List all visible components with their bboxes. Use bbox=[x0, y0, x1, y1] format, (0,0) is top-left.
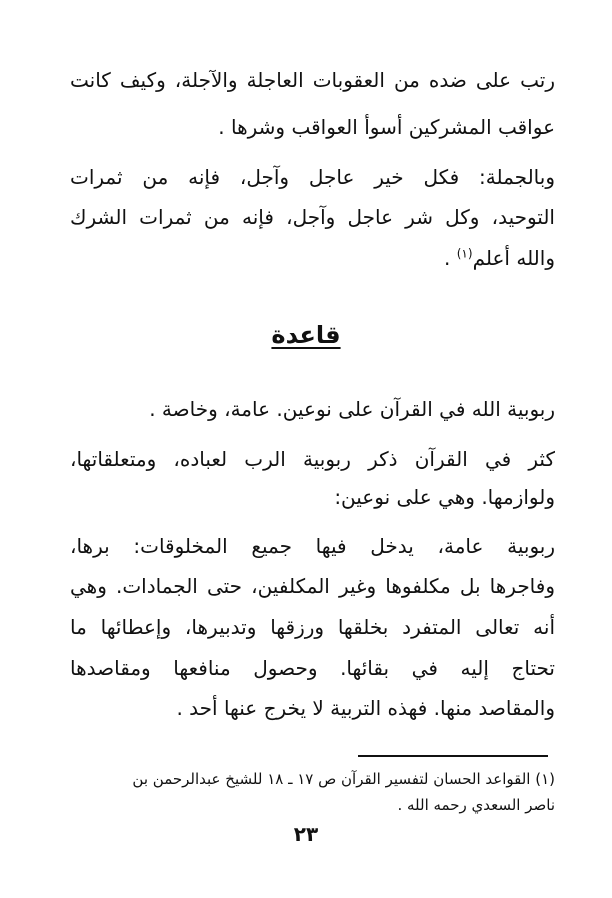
text-fragment: والله أعلم bbox=[472, 246, 555, 270]
footnote-reference: (١) bbox=[456, 246, 473, 261]
page-number: ٢٣ bbox=[293, 822, 319, 846]
text-line: أنه تعالى المتفرد بخلقها ورزقها وتدبيرها، وإعطائها ما bbox=[70, 615, 555, 639]
text-line: وفاجرها بل مكلفوها وغير المكلفين، حتى الجمادات. وهي bbox=[70, 574, 555, 598]
footnote-separator bbox=[358, 755, 548, 757]
text-line: ولوازمها. وهي على نوعين: bbox=[334, 485, 555, 509]
text-line: عواقب المشركين أسوأ العواقب وشرها . bbox=[218, 115, 555, 139]
text-line: رتب على ضده من العقوبات العاجلة والآجلة، وكيف كانت bbox=[70, 68, 555, 92]
footnote-line: ناصر السعدي رحمه الله . bbox=[397, 796, 555, 814]
text-line: والمقاصد منها. فهذه التربية لا يخرج عنها أحد . bbox=[176, 696, 555, 720]
text-line: وبالجملة: فكل خير عاجل وآجل، فإنه من ثمرات bbox=[70, 165, 555, 189]
text-line: التوحيد، وكل شر عاجل وآجل، فإنه من ثمرات الشرك bbox=[70, 205, 555, 229]
section-heading-text: قاعدة bbox=[271, 321, 341, 349]
footnote-line: (١) القواعد الحسان لتفسير القرآن ص ١٧ ـ ١٨ للشيخ عبدالرحمن بن bbox=[132, 770, 555, 788]
text-line: ربوبية الله في القرآن على نوعين. عامة، وخاصة . bbox=[149, 397, 555, 421]
text-line: تحتاج إليه في بقائها. وحصول منافعها ومقاصدها bbox=[70, 656, 555, 680]
text-line: كثر في القرآن ذكر ربوبية الرب لعباده، ومتعلقاتها، bbox=[70, 447, 555, 471]
text-line: ربوبية عامة، يدخل فيها جميع المخلوقات: برها، bbox=[70, 534, 555, 558]
section-heading bbox=[0, 318, 612, 352]
text-fragment: . bbox=[444, 246, 457, 270]
text-line-with-footnote-ref bbox=[70, 244, 555, 272]
